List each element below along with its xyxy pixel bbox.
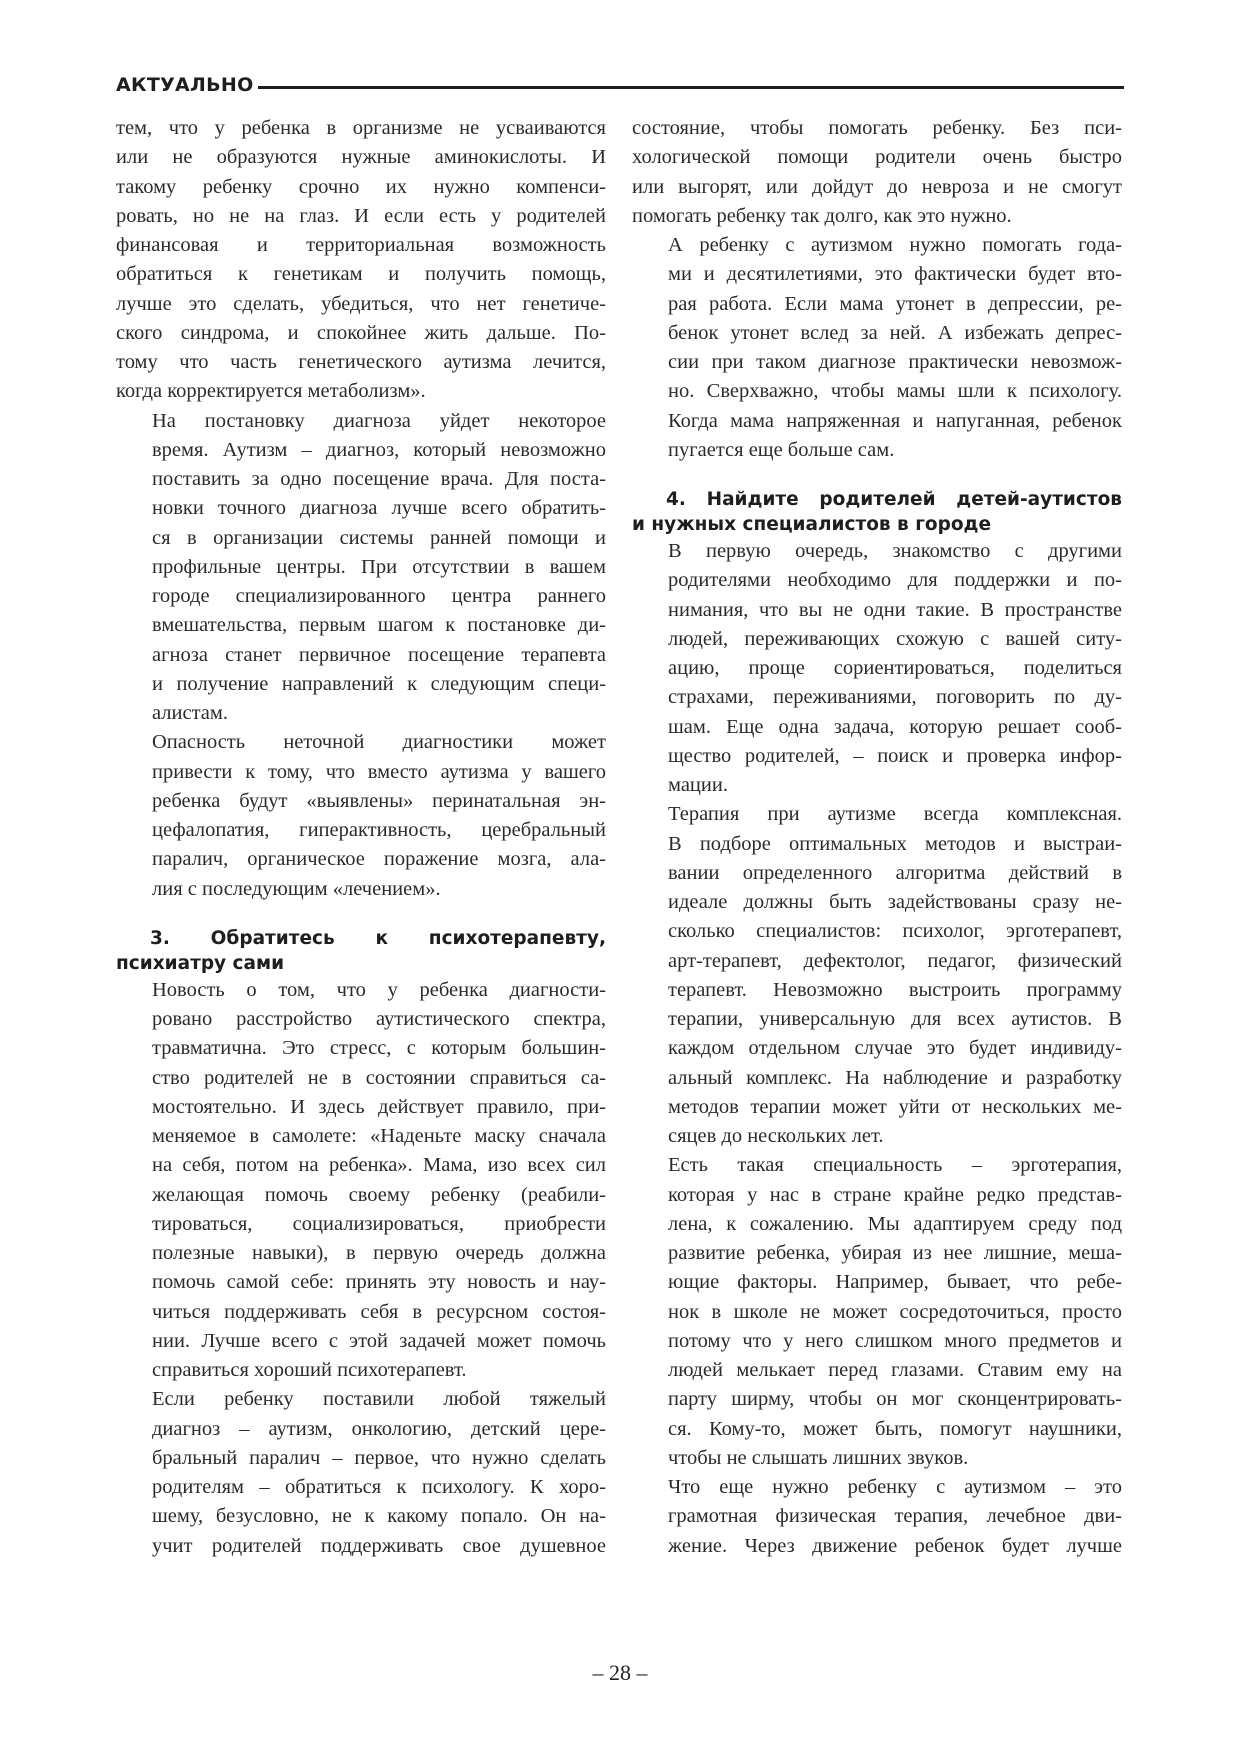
text-line: вмешательства, первым шагом к постановке ди- [152, 614, 606, 637]
text-line: помочь самой себе: принять эту новость и нау- [152, 1271, 606, 1294]
section-title: АКТУАЛЬНО [116, 74, 254, 96]
paragraph [116, 114, 606, 407]
text-line: людей, переживающих схожую с вашей ситу- [668, 627, 1122, 650]
heading-line: психиатру сами [116, 952, 285, 974]
text-line: жение. Через движение ребенок будет лучше [668, 1534, 1122, 1557]
text-line: шему, безусловно, не к какому попало. Он на- [152, 1505, 606, 1528]
text-line: Терапия при аутизме всегда комплексная. [668, 803, 1122, 826]
paragraph [632, 537, 1122, 800]
text-line: помогать ребенку так долго, как это нужно. [632, 204, 1012, 227]
text-line: ацию, проще сориентироваться, поделиться [668, 657, 1122, 679]
text-line: или не образуются нужные аминокислоты. И [116, 146, 606, 169]
text-line: ровано расстройство аутистического спектра, [152, 1008, 606, 1030]
paragraph [632, 231, 1122, 465]
text-line: лучше это сделать, убедиться, что нет генетиче- [116, 292, 606, 315]
left-column [116, 114, 606, 1561]
text-line: мостоятельно. И здесь действует правило, при- [152, 1095, 606, 1118]
text-line: меняемое в самолете: «Наденьте маску сначала [152, 1125, 606, 1147]
text-line: справиться хороший психотерапевт. [152, 1359, 467, 1381]
text-line: арт-терапевт, дефектолог, педагог, физический [668, 949, 1122, 972]
text-line: обратиться к генетикам и получить помощь, [116, 263, 606, 286]
paragraph [632, 1151, 1122, 1473]
text-line: Если ребенку поставили любой тяжелый [152, 1388, 606, 1411]
text-line: В подборе оптимальных методов и выстраи- [668, 832, 1122, 855]
header-rule [258, 86, 1124, 89]
text-line: на себя, потом на ребенка». Мама, изо всех сил [152, 1154, 606, 1177]
text-line: читься поддерживать себя в ресурсном состоя- [152, 1300, 606, 1323]
text-line: Новость о том, что у ребенка диагности- [152, 978, 606, 1001]
text-line: На постановку диагноза уйдет некоторое [152, 409, 606, 432]
text-line: привести к тому, что вместо аутизма у вашего [152, 760, 606, 783]
text-line: но. Сверхважно, чтобы мамы шли к психологу. [668, 380, 1122, 403]
text-line: А ребенку с аутизмом нужно помогать года- [668, 234, 1122, 256]
text-line: нок в школе не может сосредоточиться, просто [668, 1300, 1122, 1323]
paragraph [632, 114, 1122, 231]
text-line: профильные центры. При отсутствии в вашем [152, 555, 606, 578]
text-line: альный комплекс. На наблюдение и разработку [668, 1066, 1122, 1089]
text-line: бральный паралич – первое, что нужно сделать [152, 1446, 606, 1469]
section-heading-4 [632, 487, 1122, 537]
text-line: ющие факторы. Например, бывает, что ребе- [668, 1271, 1122, 1294]
text-line: Что еще нужно ребенку с аутизмом – это [668, 1476, 1122, 1498]
text-line: родителям – обратиться к психологу. К хоро- [152, 1476, 606, 1498]
text-line: пугается еще больше сам. [668, 438, 895, 461]
text-line: сяцев до нескольких лет. [668, 1125, 884, 1147]
text-line: ми и десятилетиями, это фактически будет вто- [668, 263, 1122, 286]
text-line: нии. Лучше всего с этой задачей может помочь [152, 1329, 606, 1352]
text-line: хологической помощи родители очень быстро [632, 146, 1122, 169]
text-line: нимания, что вы не одни такие. В пространстве [668, 598, 1122, 621]
text-line: мации. [668, 774, 728, 796]
heading-line: 3. Обратитесь к психотерапевту, [150, 927, 606, 949]
text-line: Опасность неточной диагностики может [152, 731, 606, 754]
text-line: потому что у него слишком много предметов и [668, 1329, 1122, 1352]
text-line: тому что часть генетического аутизма лечится, [116, 351, 606, 373]
text-line: сии при таком диагнозе практически невозмож- [668, 351, 1122, 373]
text-line: тем, что у ребенка в организме не усваиваются [116, 117, 606, 139]
text-line: агноза станет первичное посещение терапевта [152, 643, 606, 666]
text-line: состояние, чтобы помогать ребенку. Без пси- [632, 117, 1122, 139]
text-line: Когда мама напряженная и напуганная, ребенок [668, 409, 1122, 432]
section-heading-3 [116, 926, 606, 976]
text-line: страхами, переживаниями, поговорить по ду- [668, 686, 1122, 709]
paragraph [116, 976, 606, 1386]
text-line: городе специализированного центра раннего [152, 585, 606, 607]
text-line: алистам. [152, 702, 228, 724]
paragraph [116, 407, 606, 729]
paragraph [632, 800, 1122, 1151]
text-line: каждом отдельном случае это будет индивиду- [668, 1037, 1122, 1060]
text-line: ство родителей не в состоянии справиться са- [152, 1066, 606, 1089]
text-line: щество родителей, – поиск и проверка инфор- [668, 744, 1122, 767]
text-line: и получение направлений к следующим специ- [152, 672, 606, 695]
text-line: рая работа. Если мама утонет в депрессии, ре- [668, 292, 1122, 315]
text-line: вании определенного алгоритма действий в [668, 861, 1122, 884]
text-line: сколько специалистов: психолог, эрготерапевт, [668, 920, 1122, 943]
text-line: поставить за одно посещение врача. Для поста- [152, 468, 606, 490]
paragraph [632, 1473, 1122, 1561]
text-line: лена, к сожалению. Мы адаптируем среду под [668, 1212, 1122, 1235]
text-line: родителями необходимо для поддержки и по- [668, 569, 1122, 592]
text-line: терапевт. Невозможно выстроить программу [668, 978, 1122, 1001]
text-line: чтобы не слышать лишних звуков. [668, 1446, 969, 1469]
text-line: развитие ребенка, убирая из нее лишние, меша- [668, 1242, 1122, 1264]
text-line: ся. Кому-то, может быть, помогут наушники, [668, 1417, 1122, 1440]
text-line: методов терапии может уйти от нескольких ме- [668, 1095, 1122, 1118]
text-line: Есть такая специальность – эрготерапия, [668, 1154, 1122, 1177]
text-line: финансовая и территориальная возможность [116, 234, 606, 256]
text-line: цефалопатия, гиперактивность, церебральный [152, 819, 606, 841]
text-line: лия с последующим «лечением». [152, 877, 441, 900]
text-line: ся в организации системы ранней помощи и [152, 526, 606, 549]
paragraph [116, 1385, 606, 1561]
text-line: учит родителей поддерживать свое душевное [152, 1534, 606, 1557]
text-line: травматична. Это стресс, с которым большин- [152, 1037, 606, 1060]
text-line: ского синдрома, и спокойнее жить дальше. По- [116, 321, 606, 344]
text-line: новки точного диагноза лучше всего обратить- [152, 497, 606, 520]
heading-line: 4. Найдите родителей детей-аутистов [666, 489, 1122, 510]
right-column [632, 114, 1122, 1561]
text-line: которая у нас в стране крайне редко представ- [668, 1183, 1122, 1206]
text-line: паралич, органическое поражение мозга, ала- [152, 848, 606, 871]
text-line: полезные навыки), в первую очередь должна [152, 1242, 606, 1264]
page-number: – 28 – [592, 1660, 648, 1685]
text-line: людей мелькает перед глазами. Ставим ему на [668, 1359, 1122, 1381]
text-line: ровать, но не на глаз. И если есть у родителей [116, 204, 606, 227]
text-line: парту ширму, чтобы он мог сконцентрировать- [668, 1388, 1122, 1411]
text-line: время. Аутизм – диагноз, который невозможно [152, 438, 606, 461]
text-line: тироваться, социализироваться, приобрести [152, 1212, 606, 1235]
heading-line: и нужных специалистов в городе [632, 514, 992, 535]
text-line: терапии, универсальную для всех аутистов. В [668, 1008, 1122, 1030]
paragraph [116, 728, 606, 904]
text-line: желающая помочь своему ребенку (реабили- [152, 1183, 606, 1206]
text-line: ребенка будут «выявлены» перинатальная эн- [152, 789, 606, 812]
text-line: грамотная физическая терапия, лечебное дви- [668, 1505, 1122, 1528]
section-header [116, 70, 1124, 100]
text-line: В первую очередь, знакомство с другими [668, 540, 1122, 562]
text-line: бенок утонет вслед за ней. А избежать депрес- [668, 321, 1122, 344]
text-line: шам. Еще одна задача, которую решает сооб- [668, 715, 1122, 738]
text-line: или выгорят, или дойдут до невроза и не смогут [632, 175, 1122, 198]
text-line: такому ребенку срочно их нужно компенси- [116, 175, 606, 198]
text-line: идеале должны быть задействованы сразу не- [668, 891, 1122, 913]
text-line: когда корректируется метаболизм». [116, 380, 426, 403]
text-line: диагноз – аутизм, онкологию, детский цере- [152, 1417, 606, 1440]
